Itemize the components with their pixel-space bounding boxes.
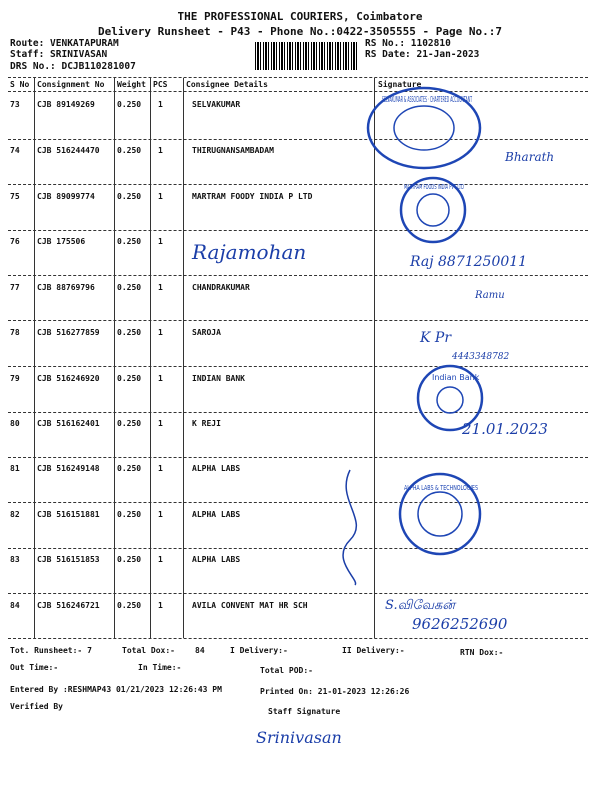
divider bbox=[8, 230, 588, 231]
row-pcs: 1 bbox=[158, 146, 163, 155]
row-consignee: AVILA CONVENT MAT HR SCH bbox=[192, 601, 308, 610]
row-sno: 78 bbox=[10, 328, 20, 337]
handwritten-phone: 4443348782 bbox=[452, 352, 510, 362]
stamp-text: MARTRAM FOODS INDIA PVT LTD bbox=[404, 183, 464, 191]
divider bbox=[8, 548, 588, 549]
col-pcs: PCS bbox=[153, 80, 168, 89]
handwritten-signature: Bharath bbox=[505, 150, 555, 164]
row-consignment: CJB 175506 bbox=[37, 237, 86, 246]
row-consignment: CJB 516162401 bbox=[37, 419, 100, 428]
table-row bbox=[0, 374, 600, 420]
staff: Staff: SRINIVASAN bbox=[10, 49, 108, 60]
row-consignee: SELVAKUMAR bbox=[192, 100, 241, 109]
col-weight: Weight bbox=[117, 80, 146, 89]
total-dox-value: 84 bbox=[195, 646, 205, 655]
row-pcs: 1 bbox=[158, 555, 163, 564]
total-runsheet: Tot. Runsheet:- 7 bbox=[10, 646, 92, 655]
row-sno: 76 bbox=[10, 237, 20, 246]
row-pcs: 1 bbox=[158, 374, 163, 383]
total-dox-label: Total Dox:- bbox=[122, 646, 175, 655]
row-consignee: MARTRAM FOODY INDIA P LTD bbox=[192, 192, 313, 201]
row-consignee: ALPHA LABS bbox=[192, 555, 241, 564]
staff-signature-label: Staff Signature bbox=[268, 707, 341, 716]
row-consignment: CJB 516244470 bbox=[37, 146, 100, 155]
handwritten-line bbox=[330, 460, 380, 590]
row-sno: 83 bbox=[10, 555, 20, 564]
row-weight: 0.250 bbox=[117, 555, 142, 564]
stamp-alpha-labs bbox=[396, 470, 486, 560]
row-pcs: 1 bbox=[158, 192, 163, 201]
handwritten-signature: K Pr bbox=[420, 330, 452, 346]
handwritten-signature: Ramu bbox=[475, 290, 505, 301]
staff-signature-hand: Srinivasan bbox=[256, 728, 342, 747]
row-consignment: CJB 516151853 bbox=[37, 555, 100, 564]
row-pcs: 1 bbox=[158, 100, 163, 109]
row-consignment: CJB 516246721 bbox=[37, 601, 100, 610]
row-consignee: ALPHA LABS bbox=[192, 464, 241, 473]
row-sno: 77 bbox=[10, 283, 20, 292]
row-consignee: ALPHA LABS bbox=[192, 510, 241, 519]
table-row bbox=[0, 555, 600, 601]
handwritten-date: 21.01.2023 bbox=[462, 420, 548, 438]
row-pcs: 1 bbox=[158, 419, 163, 428]
row-weight: 0.250 bbox=[117, 192, 142, 201]
row-pcs: 1 bbox=[158, 601, 163, 610]
total-pod: Total POD:- bbox=[260, 666, 313, 675]
ii-delivery: II Delivery:- bbox=[342, 646, 405, 655]
row-consignment: CJB 516277859 bbox=[37, 328, 100, 337]
runsheet-subtitle: Delivery Runsheet - P43 - Phone No.:0422-3505555 - Page No.:7 bbox=[98, 25, 502, 38]
route: Route: VENKATAPURAM bbox=[10, 38, 119, 49]
company-title bbox=[0, 9, 600, 39]
handwritten-name: S.விவேகன் bbox=[385, 598, 455, 613]
printed-on: Printed On: 21-01-2023 12:26:26 bbox=[260, 687, 410, 696]
table-row bbox=[0, 464, 600, 510]
row-consignment: CJB 88769796 bbox=[37, 283, 95, 292]
col-sno: S No bbox=[10, 80, 30, 89]
col-consignment: Consignment No bbox=[37, 80, 105, 89]
row-consignee: SAROJA bbox=[192, 328, 221, 337]
row-consignment: CJB 516246920 bbox=[37, 374, 100, 383]
row-sno: 73 bbox=[10, 100, 20, 109]
divider bbox=[8, 502, 588, 503]
row-sno: 80 bbox=[10, 419, 20, 428]
row-pcs: 1 bbox=[158, 510, 163, 519]
row-sno: 81 bbox=[10, 464, 20, 473]
stamp-selvakumar bbox=[362, 84, 492, 174]
barcode bbox=[255, 42, 357, 70]
stamp-martram bbox=[398, 175, 473, 245]
table-row bbox=[0, 510, 600, 556]
handwritten-phone: 9626252690 bbox=[412, 615, 508, 633]
divider bbox=[8, 91, 588, 92]
divider bbox=[8, 139, 588, 140]
divider bbox=[8, 366, 588, 367]
row-pcs: 1 bbox=[158, 283, 163, 292]
divider bbox=[8, 593, 588, 594]
row-weight: 0.250 bbox=[117, 237, 142, 246]
divider bbox=[8, 320, 588, 321]
entered-by: Entered By :RESHMAP43 01/21/2023 12:26:43 PM bbox=[10, 685, 222, 694]
row-sno: 84 bbox=[10, 601, 20, 610]
i-delivery: I Delivery:- bbox=[230, 646, 288, 655]
handwritten-phone: Raj 8871250011 bbox=[410, 254, 528, 270]
table-row bbox=[0, 192, 600, 238]
row-weight: 0.250 bbox=[117, 601, 142, 610]
row-weight: 0.250 bbox=[117, 100, 142, 109]
in-time: In Time:- bbox=[138, 663, 182, 672]
stamp-text: ALPHA LABS & TECHNOLOGIES bbox=[404, 484, 479, 492]
row-weight: 0.250 bbox=[117, 419, 142, 428]
rs-date: RS Date: 21-Jan-2023 bbox=[365, 49, 480, 60]
rs-number: RS No.: 1102810 bbox=[365, 38, 451, 49]
row-sno: 74 bbox=[10, 146, 20, 155]
row-consignee: K REJI bbox=[192, 419, 221, 428]
stamp-text: Indian Bank bbox=[432, 373, 480, 382]
row-weight: 0.250 bbox=[117, 146, 142, 155]
row-sno: 79 bbox=[10, 374, 20, 383]
divider bbox=[8, 275, 588, 276]
table-row bbox=[0, 601, 600, 647]
row-weight: 0.250 bbox=[117, 464, 142, 473]
row-weight: 0.250 bbox=[117, 328, 142, 337]
table-row bbox=[0, 283, 600, 329]
row-weight: 0.250 bbox=[117, 510, 142, 519]
row-consignment: CJB 516249148 bbox=[37, 464, 100, 473]
row-consignee: THIRUGNANSAMBADAM bbox=[192, 146, 274, 155]
row-consignee: CHANDRAKUMAR bbox=[192, 283, 250, 292]
company-name: THE PROFESSIONAL COURIERS, Coimbatore bbox=[177, 10, 423, 23]
out-time: Out Time:- bbox=[10, 663, 59, 672]
drs-number: DRS No.: DCJB110281007 bbox=[10, 61, 136, 72]
col-signature: Signature bbox=[378, 80, 422, 89]
rtn-dox: RTN Dox:- bbox=[460, 648, 504, 657]
row-pcs: 1 bbox=[158, 464, 163, 473]
divider bbox=[8, 412, 588, 413]
row-weight: 0.250 bbox=[117, 374, 142, 383]
row-pcs: 1 bbox=[158, 328, 163, 337]
stamp-text: SELVAKUMAR & ASSOCIATES · CHARTERED ACCOUNTANT bbox=[382, 95, 473, 104]
row-sno: 75 bbox=[10, 192, 20, 201]
row-consignee: INDIAN BANK bbox=[192, 374, 245, 383]
row-sno: 82 bbox=[10, 510, 20, 519]
divider bbox=[8, 638, 588, 639]
row-consignment: CJB 516151881 bbox=[37, 510, 100, 519]
verified-by: Verified By bbox=[10, 702, 63, 711]
table-row bbox=[0, 328, 600, 374]
col-consignee: Consignee Details bbox=[186, 80, 268, 89]
row-consignment: CJB 89149269 bbox=[37, 100, 95, 109]
divider bbox=[8, 77, 588, 78]
row-weight: 0.250 bbox=[117, 283, 142, 292]
divider bbox=[8, 184, 588, 185]
divider bbox=[8, 457, 588, 458]
row-consignment: CJB 89099774 bbox=[37, 192, 95, 201]
handwritten-name: Rajamohan bbox=[192, 240, 307, 264]
row-pcs: 1 bbox=[158, 237, 163, 246]
